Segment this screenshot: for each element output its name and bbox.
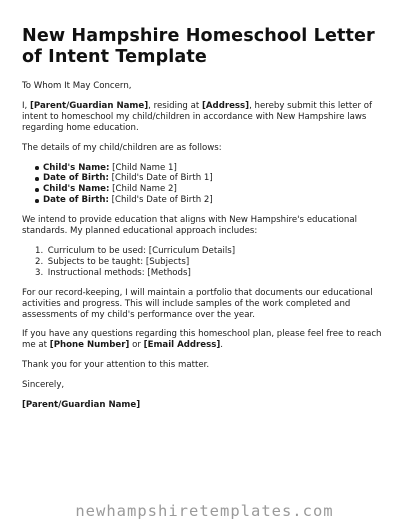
- approach-text: Instructional methods: [Methods]: [47, 267, 191, 278]
- signature-line: [22, 400, 392, 411]
- questions-text-2: or: [129, 340, 144, 351]
- child-label: Date of Birth:: [43, 195, 109, 206]
- record-keeping-paragraph: For our record-keeping, I will maintain a portfolio that documents our educational activities and progress. This will include samples of the work completed and assessments of my child's performance over the year.: [22, 287, 373, 320]
- list-item: [35, 195, 392, 206]
- list-item: [35, 163, 392, 174]
- list-number: 3.: [35, 267, 44, 278]
- list-number: 2.: [35, 256, 44, 267]
- list-item: [35, 246, 392, 257]
- address-placeholder: [Address]: [201, 100, 250, 111]
- approach-text: Curriculum to be used: [Curriculum Details]: [47, 245, 236, 256]
- child-value: [Child Name 1]: [109, 162, 177, 173]
- thanks-line: Thank you for your attention to this matter.: [22, 360, 210, 371]
- child-label: Child's Name:: [43, 184, 110, 195]
- child-label: Date of Birth:: [43, 173, 109, 184]
- closing-line: Sincerely,: [22, 380, 65, 391]
- approach-list: [22, 246, 392, 279]
- list-item: [35, 268, 392, 279]
- page-title: New Hampshire Homeschool Letter of Intent Template: [22, 26, 375, 67]
- questions-paragraph: [22, 329, 392, 351]
- questions-text-1: If you have any questions regarding this homeschool plan, please feel free to reach me at: [22, 329, 382, 351]
- guardian-name-placeholder: [Parent/Guardian Name]: [30, 100, 149, 111]
- list-item: [35, 173, 392, 184]
- intro-text-1: I,: [22, 100, 30, 111]
- phone-placeholder: [Phone Number]: [49, 340, 130, 351]
- list-item: [35, 257, 392, 268]
- letter: [22, 26, 392, 420]
- children-list: [22, 163, 392, 207]
- email-placeholder: [Email Address]: [143, 340, 221, 351]
- child-value: [Child's Date of Birth 1]: [108, 173, 213, 184]
- questions-text-3: .: [220, 340, 223, 351]
- intro-paragraph: [22, 101, 392, 134]
- child-value: [Child Name 2]: [109, 184, 177, 195]
- salutation: To Whom It May Concern,: [22, 81, 132, 91]
- list-item: [35, 184, 392, 195]
- child-value: [Child's Date of Birth 2]: [108, 195, 213, 206]
- footer-watermark: newhampshiretemplates.com: [75, 502, 334, 520]
- intro-text-3: , hereby submit this letter of intent to homeschool my child/children in accordance with New Hampshire laws regarding home education.: [22, 100, 373, 133]
- child-label: Child's Name:: [43, 162, 110, 173]
- education-intro: We intend to provide education that aligns with New Hampshire's educational standards. My planned educational approach includes:: [22, 215, 358, 237]
- signature-placeholder: [Parent/Guardian Name]: [22, 400, 141, 411]
- details-lead: The details of my child/children are as follows:: [22, 142, 222, 153]
- list-number: 1.: [35, 245, 44, 256]
- intro-text-2: , residing at: [148, 100, 202, 111]
- approach-text: Subjects to be taught: [Subjects]: [47, 256, 190, 267]
